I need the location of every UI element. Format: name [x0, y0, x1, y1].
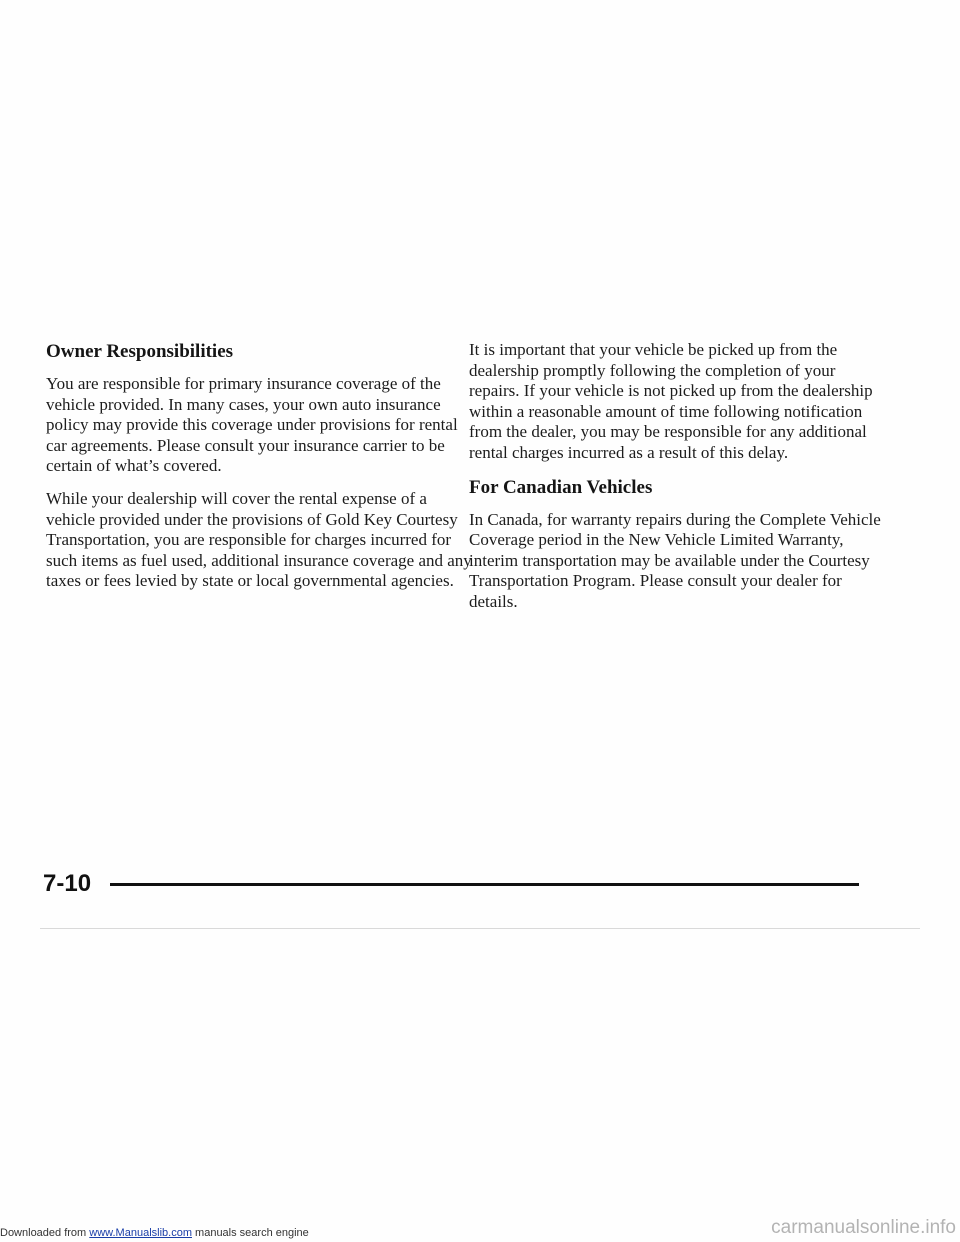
manualslib-link[interactable]: www.Manualslib.com — [89, 1227, 192, 1239]
left-column — [46, 340, 476, 604]
footer-rule — [110, 883, 859, 886]
site-watermark: carmanualsonline.info — [771, 1217, 956, 1238]
paragraph-canada-warranty: In Canada, for warranty repairs during the Complete Vehicle Coverage period in the New Vehicle Limited Warranty, interim transportation may be available under the Courtesy Transportation Program. Please consult your dealer for details. — [469, 509, 881, 611]
watermark-prefix: Downloaded from — [0, 1227, 90, 1239]
section-heading-owner-responsibilities: Owner Responsibilities — [46, 341, 234, 362]
right-column — [469, 340, 889, 625]
paragraph-pickup-promptly: It is important that your vehicle be picked up from the dealership promptly following the completion of your repairs. If your vehicle is not picked up from the dealership within a reasonable amount of time following notification from the dealer, you may be responsible for any additional rental charges incurred as a result of this delay. — [469, 340, 873, 462]
download-watermark — [0, 1226, 309, 1240]
page-number: 7-10 — [43, 870, 92, 897]
watermark-suffix: manuals search engine — [191, 1227, 309, 1239]
scan-artifact-line — [40, 928, 920, 929]
paragraph-insurance-coverage: You are responsible for primary insurance coverage of the vehicle provided. In many cases, your own auto insurance policy may provide this coverage under provisions for rental car agreements. Please consult your insurance carrier to be certain of what’s covered. — [46, 374, 458, 476]
section-heading-canadian-vehicles: For Canadian Vehicles — [469, 476, 653, 498]
paragraph-rental-expense: While your dealership will cover the rental expense of a vehicle provided under the provisions of Gold Key Courtesy Transportation, you are responsible for charges incurred for such items as fuel used, additional insurance coverage and any taxes or fees levied by state or local governmental agencies. — [46, 488, 472, 591]
